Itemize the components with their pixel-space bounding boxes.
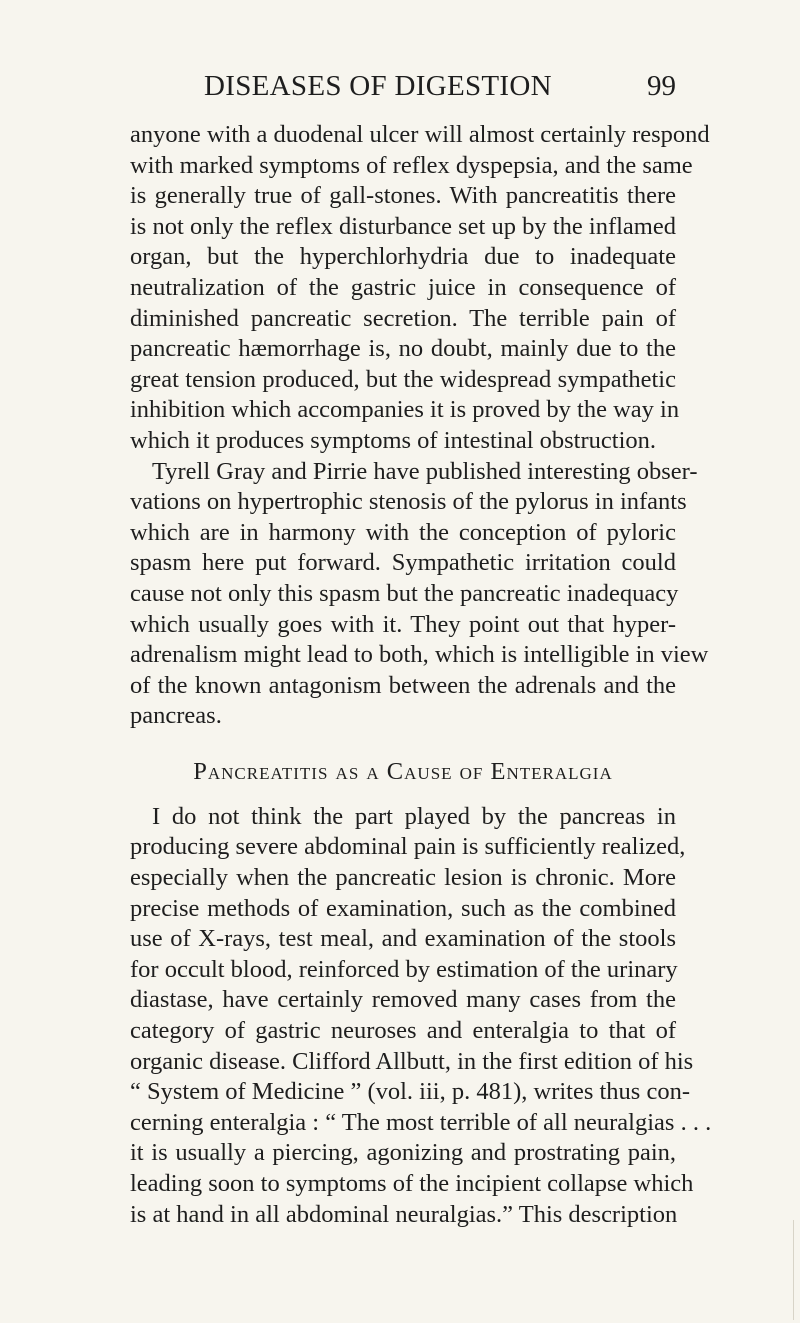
text-line: is not only the reflex disturbance set up by the inflamed [130,212,676,240]
text-line: neutralization of the gastric juice in consequence of [130,273,676,301]
text-line: inhibition which accompanies it is proved by the way in [130,396,680,424]
text-line: cause not only this spasm but the pancreatic inadequacy [130,579,679,607]
running-title: DISEASES OF DIGESTION [204,70,552,102]
text-line: is generally true of gall-stones. With pancreatitis there [130,182,676,210]
text-line: Tyrell Gray and Pirrie have published interesting obser- [152,457,698,485]
text-line: for occult blood, reinforced by estimation of the urinary [130,955,678,983]
text-line: of the known antagonism between the adrenals and the [130,671,676,699]
text-line: cerning enteralgia : “ The most terrible of all neuralgias . . . [130,1108,712,1136]
paragraph-2 [130,457,709,732]
text-line: with marked symptoms of reflex dyspepsia, and the same [130,151,693,179]
page-number: 99 [647,70,676,102]
paragraph-3 [130,802,712,1230]
text-line: which it produces symptoms of intestinal obstruction. [130,426,657,454]
section-heading: Pancreatitis as a Cause of Enteralgia [193,757,613,785]
page-edge-mark [793,1220,794,1320]
text-line: anyone with a duodenal ulcer will almost certainly respond [130,121,710,148]
text-line: it is usually a piercing, agonizing and prostrating pain, [130,1139,676,1167]
text-line: especially when the pancreatic lesion is chronic. More [130,864,676,892]
text-line: category of gastric neuroses and enteralgia to that of [130,1017,676,1045]
text-line: pancreatic hæmorrhage is, no doubt, mainly due to the [130,335,676,363]
text-line: precise methods of examination, such as the combined [130,894,676,922]
text-line: spasm here put forward. Sympathetic irritation could [130,549,676,577]
text-line: which are in harmony with the conception of pyloric [130,518,676,546]
paragraph-1 [130,120,710,457]
text-line: which usually goes with it. They point out that hyper- [130,610,676,638]
text-line: “ System of Medicine ” (vol. iii, p. 481), writes thus con- [130,1078,690,1106]
text-line: vations on hypertrophic stenosis of the pylorus in infants [130,488,687,516]
text-line: use of X-rays, test meal, and examination of the stools [130,925,676,953]
text-line: great tension produced, but the widespread sympathetic [130,365,676,393]
text-line: leading soon to symptoms of the incipient collapse which [130,1170,694,1197]
text-line: diminished pancreatic secretion. The terrible pain of [130,304,676,332]
text-line: diastase, have certainly removed many cases from the [130,986,676,1014]
text-line: organ, but the hyperchlorhydria due to inadequate [130,243,676,271]
text-line: organic disease. Clifford Allbutt, in the first edition of his [130,1047,694,1075]
text-line: I do not think the part played by the pancreas in [152,802,676,830]
text-line: is at hand in all abdominal neuralgias.” This description [130,1200,678,1228]
text-line: pancreas. [130,702,222,730]
text-line: adrenalism might lead to both, which is intelligible in view [130,641,709,669]
running-head [130,66,676,106]
text-line: producing severe abdominal pain is sufficiently realized, [130,833,686,861]
body-text [130,120,712,1230]
